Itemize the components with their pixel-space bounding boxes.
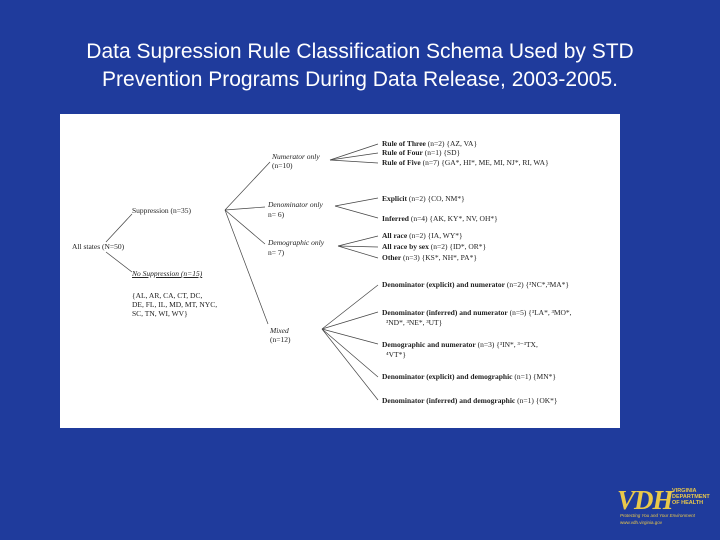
demographic-rule-item: All race (n=2) {IA, WY*} — [382, 231, 463, 240]
vdh-logo-name: VIRGINIA DEPARTMENT OF HEALTH — [672, 488, 710, 506]
denominator-rule-item: Inferred (n=4) {AK, KY*, NV, OH*} — [382, 214, 498, 223]
vdh-logo-tagline: Protecting You and Your Environment — [620, 513, 695, 518]
mixed-node: Mixed — [270, 326, 289, 335]
root-node: All states (N=50) — [72, 242, 125, 251]
mixed-rule-item: Denominator (explicit) and demographic (n=1) {MN*} — [382, 372, 556, 381]
demographic-only-count: n= 7) — [268, 248, 285, 257]
slide-title-line1: Data Supression Rule Classification Schema Used by STD — [86, 40, 634, 63]
mixed-rule-item: Denominator (inferred) and numerator (n=5) {³LA*, ³MO*, — [382, 308, 572, 317]
vdh-logo — [617, 486, 713, 528]
numerator-rule-item: Rule of Three (n=2) {AZ, VA} — [382, 139, 478, 148]
mixed-rule-item-line2: ⁴VT*} — [386, 350, 406, 359]
vdh-logo-mark: VDH — [617, 485, 673, 515]
numerator-only-count: (n=10) — [272, 161, 293, 170]
denominator-only-node: Denominator only — [268, 200, 323, 209]
vdh-logo-url: www.vdh.virginia.gov — [620, 520, 663, 525]
numerator-rule-item: Rule of Four (n=1) {SD} — [382, 148, 461, 157]
demographic-rule-item: All race by sex (n=2) {ID*, OR*} — [382, 242, 487, 251]
mixed-rule-item-line2: ³ND*, ³NE*, ³UT} — [386, 318, 443, 327]
denominator-only-count: n= 6) — [268, 210, 285, 219]
demographic-only-node: Demographic only — [268, 238, 325, 247]
mixed-rule-item: Denominator (explicit) and numerator (n=2) {³NC*,³MA*} — [382, 280, 570, 289]
demographic-rule-item: Other (n=3) {KS*, NH*, PA*} — [382, 253, 477, 262]
no-suppression-node: No Suppression (n=15) — [132, 269, 203, 278]
mixed-rule-item: Denominator (inferred) and demographic (n=1) {OK*} — [382, 396, 558, 405]
denominator-rule-item: Explicit (n=2) {CO, NM*} — [382, 194, 465, 203]
slide-title — [0, 38, 720, 94]
no-suppression-list-line1: {AL, AR, CA, CT, DC, — [132, 291, 203, 300]
numerator-rule-item: Rule of Five (n=7) {GA*, HI*, ME, MI, NJ*, RI, WA} — [382, 158, 549, 167]
mixed-rule-item: Demographic and numerator (n=3) {³IN*, ³⁻³TX, — [382, 340, 538, 349]
suppression-node: Suppression (n=35) — [132, 206, 192, 215]
no-suppression-list-line2: DE, FL, IL, MD, MT, NYC, — [132, 300, 218, 309]
classification-tree-figure — [60, 114, 620, 428]
numerator-only-node: Numerator only — [272, 152, 320, 161]
mixed-count: (n=12) — [270, 335, 291, 344]
slide-title-line2: Prevention Programs During Data Release, 2003-2005. — [102, 68, 618, 91]
no-suppression-list-line3: SC, TN, WI, WV} — [132, 309, 188, 318]
